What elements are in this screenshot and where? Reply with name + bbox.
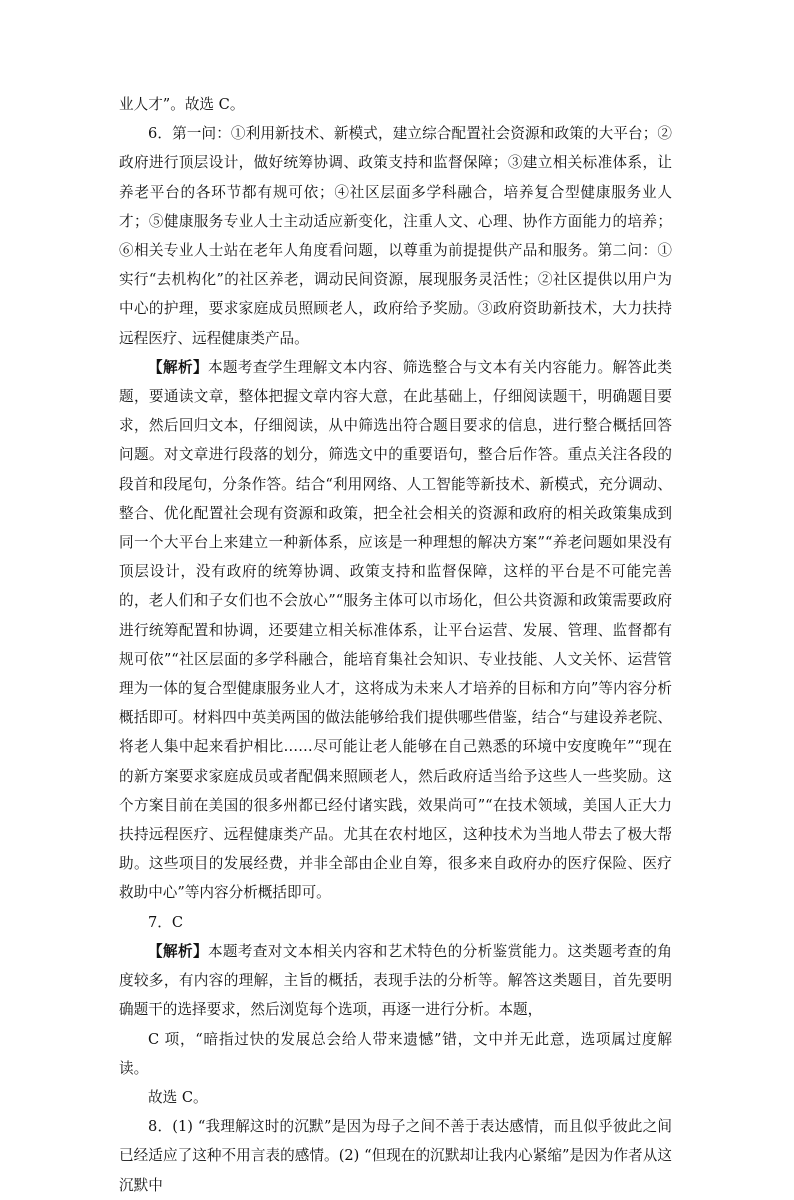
option-c-note: C 项，“暗指过快的发展总会给人带来遗憾”错，文中并无此意，选项属过度解读。 — [119, 1030, 672, 1077]
document-page — [119, 90, 672, 1200]
choose-c: 故选 C。 — [148, 1088, 208, 1106]
analysis-label: 【解析】 — [148, 942, 208, 960]
answer-continuation: 业人才”。故选 C。 — [119, 96, 245, 113]
analysis-text: 本题考查学生理解文本内容、筛选整合与文本有关内容能力。解答此类题，要通读文章，整体把握文章内容大意，在此基础上，仔细阅读题干，明确题目要求，然后回归文本，仔细阅读，从中筛选出符合题目要求的信息，进行整合概括回答问题。对文章进行段落的划分，筛选文中的重要语句，整合后作答。重点关注各段的段首和段尾句，分条作答。结合“利用网络、人工智能等新技术、新模式，充分调动、整合、优化配置社会现有资源和政策，把全社会相关的资源和政府的相关政策集成到同一个大平台上来建立一种新体系，应该是一种理想的解决方案”“养老问题如果没有顶层设计，没有政府的统筹协调、政策支持和监督保障，这样的平台是不可能完善的，老人们和子女们也不会放心”“服务主体可以市场化，但公共资源和政策需要政府进行统筹配置和协调，还要建立相关标准体系，让平台运营、发展、管理、监督都有规可依”“社区层面的多学科融合，能培育集社会知识、专业技能、人文关怀、运营管理为一体的复合型健康服务业人才，这将成为未来人才培养的目标和方向”等内容分析概括即可。材料四中英美两国的做法能够给我们提供哪些借鉴，结合“与建设养老院、将老人集中起来看护相比……尽可能让老人能够在自己熟悉的环境中安度晚年”“现在的新方案要求家庭成员或者配偶来照顾老人，然后政府适当给予这些人一些奖励。这个方案目前在美国的很多州都已经付诸实践，效果尚可”“在技术领域，美国人正大力扶持远程医疗、远程健康类产品。尤其在农村地区，这种技术为当地人带去了极大帮助。这些项目的发展经费，并非全部由企业自筹，很多来自政府办的医疗保险、医疗救助中心”等内容分析概括即可。 — [119, 358, 672, 902]
analysis-label: 【解析】 — [148, 358, 208, 376]
answer-7: 7．C — [148, 913, 184, 931]
answer-8: 8．(1) “我理解这时的沉默”是因为母子之间不善于表达感情，而且似乎彼此之间已经适应了这种不用言表的感情。(2) “但现在的沉默却让我内心紧缩”是因为作者从这沉默中 — [119, 1118, 672, 1194]
analysis-6 — [119, 353, 672, 908]
answer-6: 6．第一问：①利用新技术、新模式，建立综合配置社会资源和政策的大平台；②政府进行顶层设计，做好统筹协调、政策支持和监督保障；③建立相关标准体系，让养老平台的各环节都有规可依；④社区层面多学科融合，培养复合型健康服务业人才；⑤健康服务专业人士主动适应新变化，注重人文、心理、协作方面能力的培养；⑥相关专业人士站在老年人角度看问题，以尊重为前提提供产品和服务。第二问：①实行“去机构化”的社区养老，调动民间资源，展现服务灵活性；②社区提供以用户为中心的护理，要求家庭成员照顾老人，政府给予奖励。③政府资助新技术，大力扶持远程医疗、远程健康类产品。 — [119, 125, 672, 347]
analysis-7 — [119, 937, 672, 1025]
analysis-text: 本题考查对文本相关内容和艺术特色的分析鉴赏能力。这类题考查的角度较多，有内容的理解，主旨的概括，表现手法的分析等。解答这类题目，首先要明确题干的选择要求，然后浏览每个选项，再逐一进行分析。本题， — [119, 942, 672, 1019]
